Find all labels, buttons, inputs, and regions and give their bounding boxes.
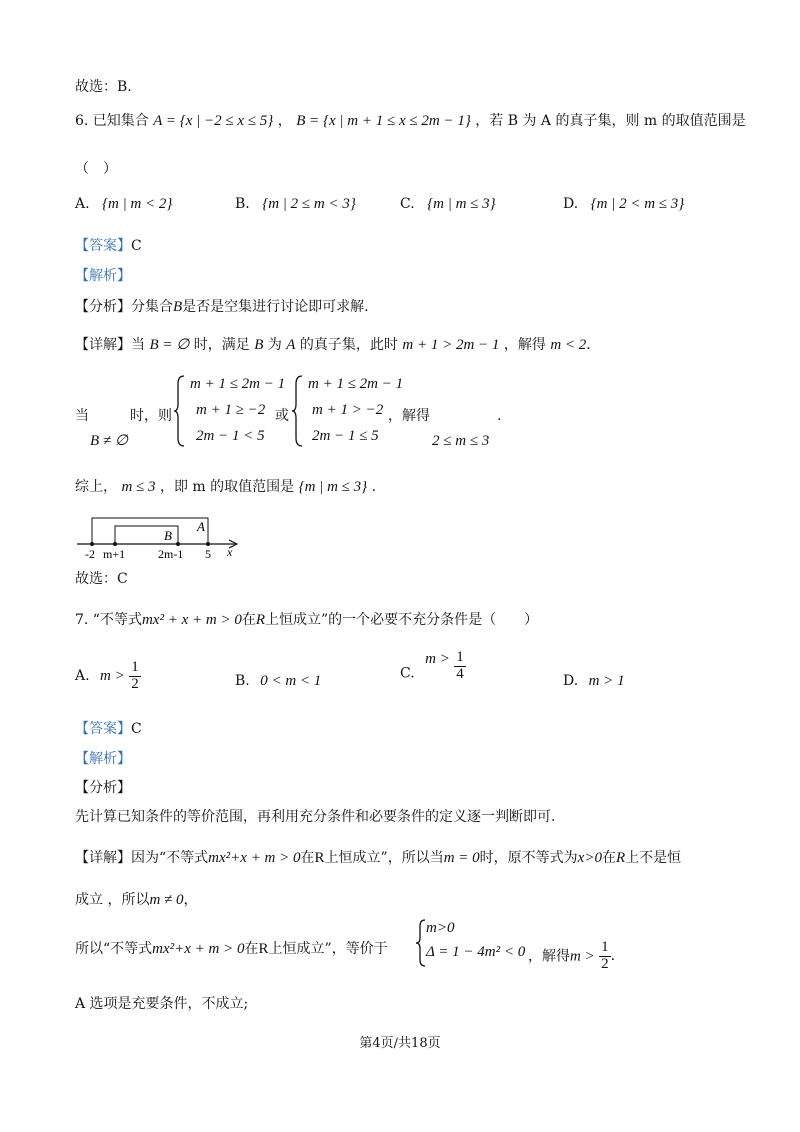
q7-d3-t3: 上恒成立”，等价于	[268, 941, 388, 957]
left-brace-icon	[172, 374, 188, 448]
q6-sum-t1: 综上，	[75, 479, 117, 495]
q7-detail-line2	[75, 891, 198, 909]
tick-label-m1: m+1	[103, 547, 126, 560]
q7-stem-a: 7. “不等式	[75, 612, 142, 628]
q6-fenxi-a: 分集合	[131, 299, 173, 315]
q6-option-b	[235, 195, 356, 213]
left-brace-icon	[290, 374, 306, 448]
q6-conclusion: 故选：C	[75, 571, 128, 587]
q6-d2-t5: .	[497, 408, 502, 424]
tick-label-5: 5	[205, 547, 211, 560]
q7-sys-row1: m>0	[426, 920, 455, 936]
q6-sys2-row1: m + 1 ≤ 2m − 1	[308, 376, 404, 392]
q7-option-d-label: D.	[563, 673, 579, 689]
q7-option-c	[400, 650, 466, 683]
q6-d2-t4: ，解得	[388, 408, 430, 424]
q7-detail-tag: 【详解】	[75, 850, 131, 866]
q6-d1-a: A	[286, 337, 296, 353]
q7-d1-t6: 上不是恒	[625, 850, 682, 866]
q7-d3-den: 2	[601, 955, 609, 972]
q6-sys2-row3: 2m − 1 ≤ 5	[312, 428, 379, 444]
q6-fenxi	[75, 298, 369, 316]
q7-d1-t5: 在	[601, 850, 616, 866]
q7-option-c-lhs: m >	[425, 651, 450, 667]
point-2m1	[176, 542, 180, 546]
q7-answer-tag: 【答案】	[75, 721, 131, 737]
q7-option-d-value: m > 1	[588, 673, 625, 689]
q7-fenxi: 先计算已知条件的等价范围，再利用充分条件和必要条件的定义逐一判断即可.	[75, 809, 556, 825]
q7-d2-m1: m ≠ 0	[149, 892, 184, 908]
q6-fenxi-c: 是否是空集进行讨论即可求解.	[182, 299, 369, 315]
q6-d1-t6: .	[586, 337, 591, 353]
q7-option-a-label: A.	[75, 667, 90, 684]
q7-option-a-frac	[129, 660, 141, 693]
q7-option-a-num: 1	[131, 659, 139, 675]
q6-sum-m1: m ≤ 3	[121, 479, 156, 495]
q7-option-b-label: B.	[235, 673, 250, 689]
axis-label-x: x	[227, 545, 233, 559]
q6-sys2-row2: m + 1 > −2	[312, 402, 384, 418]
q7-answer-value: C	[131, 721, 142, 737]
q6-d1-t3: 为	[267, 337, 282, 353]
q6-option-a-label: A.	[75, 196, 90, 212]
q7-d1-t1: 因为“不等式	[131, 850, 209, 866]
q7-option-a-lhs: m >	[100, 668, 125, 685]
q7-d3-m2: R	[258, 941, 269, 957]
q6-fenxi-tag: 【分析】	[75, 299, 131, 315]
q7-answer	[75, 721, 142, 738]
q6-answer-tag: 【答案】	[75, 238, 131, 254]
q6-d2-result: 2 ≤ m ≤ 3	[432, 433, 490, 449]
q6-d1-b: B	[254, 337, 264, 353]
q6-summary	[75, 478, 376, 496]
q6-set-b: B = {x | m + 1 ≤ x ≤ 2m − 1}	[296, 113, 471, 129]
q7-detail-line4: A 选项是充要条件，不成立;	[75, 996, 249, 1012]
q6-sys1-row3: 2m − 1 < 5	[196, 428, 265, 444]
q6-d1-ineq: m + 1 > 2m − 1	[402, 337, 500, 353]
q6-option-a	[75, 195, 172, 213]
q6-option-b-label: B.	[235, 196, 250, 212]
q7-option-c-frac	[454, 650, 466, 683]
q7-detail-line3-result	[528, 940, 615, 973]
q6-sum-t3: .	[371, 479, 377, 495]
q6-stem-prefix: 6. 已知集合	[75, 113, 149, 129]
q7-stem-line	[75, 611, 538, 629]
q7-d3-t5: .	[610, 947, 616, 964]
q6-option-b-value: {m | 2 ≤ m < 3}	[262, 196, 356, 212]
q6-fenxi-b: B	[173, 299, 183, 315]
q6-option-d-label: D.	[563, 196, 579, 212]
point-5	[206, 542, 210, 546]
q7-domain: R	[255, 612, 265, 628]
set-a-interval	[92, 518, 208, 544]
q6-paren: （ ）	[75, 161, 117, 177]
q6-d1-empty: B = ∅	[149, 337, 190, 353]
q6-answer-value: C	[131, 238, 142, 254]
q7-d3-num: 1	[601, 939, 609, 955]
q6-option-d	[563, 195, 684, 213]
q7-d1-m3: m = 0	[443, 850, 480, 866]
q6-stem-suffix: ，若 B 为 A 的真子集，则 m 的取值范围是	[475, 113, 746, 129]
q7-d1-t3: 上恒成立”，所以当	[324, 850, 444, 866]
q7-option-b	[235, 672, 321, 690]
tick-label-2m1: 2m-1	[158, 547, 184, 560]
q6-sys1-row1: m + 1 ≤ 2m − 1	[190, 376, 286, 392]
q7-d3-t1: 所以“不等式	[75, 941, 153, 957]
q7-detail-line1	[75, 849, 681, 867]
q6-option-c-value: {m | m ≤ 3}	[427, 196, 496, 212]
q6-d1-result: m < 2	[550, 337, 587, 353]
q6-detail-line1	[75, 336, 591, 354]
tick-label-neg2: -2	[85, 547, 95, 560]
q7-d2-t2: ，	[183, 892, 198, 908]
q7-option-a	[75, 660, 141, 693]
q6-d1-t1: 当	[131, 337, 145, 353]
q6-option-c	[400, 195, 496, 213]
q7-d3-t4: ，解得	[528, 948, 570, 965]
q6-option-c-label: C.	[400, 196, 415, 212]
q7-fenxi-tag: 【分析】	[75, 780, 131, 796]
page-footer: 第4页/共18页	[359, 1036, 441, 1051]
number-line-diagram	[75, 510, 250, 560]
label-set-b: B	[164, 528, 172, 543]
q7-detail-line3-text	[75, 940, 388, 958]
q6-d2-t1: 当	[75, 408, 89, 424]
q6-option-a-value: {m | m < 2}	[102, 196, 173, 212]
label-set-a: A	[197, 519, 205, 534]
q6-comma: ，	[277, 113, 292, 129]
q6-detail-tag: 【详解】	[75, 337, 131, 353]
q6-analysis-tag: 【解析】	[75, 268, 131, 284]
q6-sum-m2: {m | m ≤ 3}	[298, 479, 368, 495]
q7-d1-t4: 时，原不等式为	[479, 850, 578, 866]
q6-option-d-value: {m | 2 < m ≤ 3}	[590, 196, 685, 212]
q7-d3-t2: 在	[244, 941, 259, 957]
q7-option-c-label: C.	[400, 665, 415, 682]
q7-d3-frac	[599, 940, 611, 973]
q7-option-c-num: 1	[456, 649, 464, 665]
q6-d1-t4: 的真子集，此时	[299, 337, 398, 353]
q6-d1-t2: 时，满足	[193, 337, 250, 353]
q7-stem-c: 上恒成立”的一个必要不充分条件是（ ）	[264, 612, 539, 628]
q7-d3-m1: mx²+x + m > 0	[152, 941, 245, 957]
q6-set-a: A = {x | −2 ≤ x ≤ 5}	[153, 113, 274, 129]
q7-option-a-den: 2	[131, 675, 139, 692]
point-neg2	[90, 542, 94, 546]
q6-stem-line	[75, 112, 746, 130]
q7-d1-m2: R	[314, 850, 325, 866]
point-m1	[113, 542, 117, 546]
q6-d1-t5: ，解得	[503, 337, 546, 353]
q7-option-b-value: 0 < m < 1	[260, 673, 322, 689]
q7-inequality: mx² + x + m > 0	[141, 612, 242, 628]
q6-d2-cond: B ≠ ∅	[90, 433, 128, 449]
q6-d2-t2: 时，则	[130, 408, 172, 424]
q7-d1-m1: mx²+x + m > 0	[208, 850, 301, 866]
q6-sys1-row2: m + 1 ≥ −2	[196, 402, 266, 418]
q7-sys-row2: Δ = 1 − 4m² < 0	[426, 944, 526, 960]
q6-answer	[75, 238, 142, 255]
q7-d2-t1: 成立 ，所以	[75, 892, 150, 908]
q7-d1-m4: x>0	[577, 850, 602, 866]
q7-option-d	[563, 672, 625, 690]
q7-d1-t2: 在	[300, 850, 315, 866]
q7-stem-b: 在	[241, 612, 256, 628]
q6-d2-or: 或	[275, 408, 289, 424]
q7-option-c-den: 4	[456, 665, 464, 682]
q7-d3-lhs: m >	[570, 948, 595, 965]
q7-analysis-tag: 【解析】	[75, 751, 131, 767]
q5-conclusion: 故选：B.	[75, 79, 132, 95]
q6-sum-t2: ，即 m 的取值范围是	[159, 479, 295, 495]
q7-d1-m5: R	[615, 850, 626, 866]
